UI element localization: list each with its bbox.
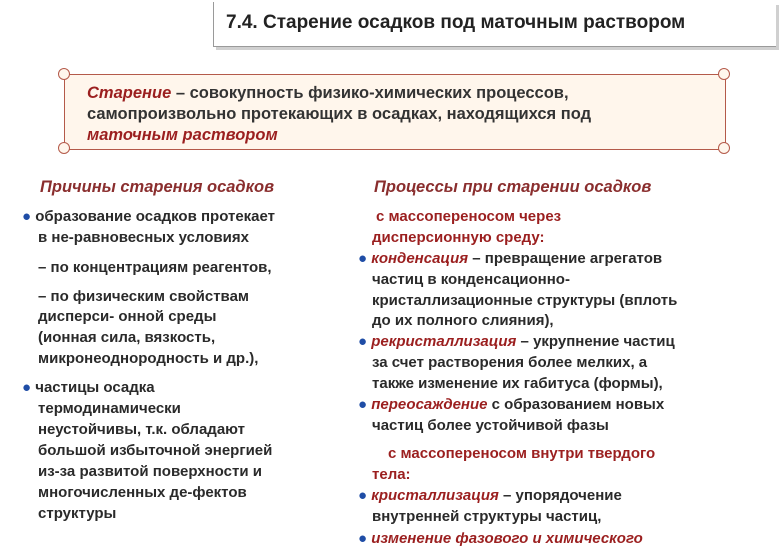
definition-scroll	[58, 68, 730, 154]
scroll-curl-bottom-left	[58, 142, 70, 154]
term-crystallization: кристаллизация	[371, 487, 499, 504]
left-line: в не-равновесных условиях	[38, 229, 249, 246]
left-line: многочисленных де-фектов	[38, 484, 247, 501]
definition-line-1: – совокупность физико-химических процессов,	[171, 84, 569, 102]
slide-title-box	[213, 2, 776, 47]
left-line: микронеоднородность и др.),	[38, 350, 259, 367]
right-line: частиц в конденсационно-	[372, 271, 570, 288]
left-line: неустойчивы, т.к. обладают	[38, 421, 245, 438]
definition-line-2: самопроизвольно протекающих в осадках, находящихся под	[87, 105, 592, 123]
right-line: за счет растворения более мелких, а	[372, 354, 648, 371]
left-line: дисперси- онной среды	[38, 308, 217, 325]
left-line: термодинамически	[38, 400, 181, 417]
group-1-title: с массопереносом через	[376, 208, 562, 225]
bullet-icon: ●	[22, 379, 32, 396]
left-line: из-за развитой поверхности и	[38, 463, 262, 480]
term-recrystallization: рекристаллизация	[371, 333, 517, 350]
process-recrystallization	[358, 331, 675, 352]
term-condensation: конденсация	[371, 250, 469, 267]
definition-panel	[64, 74, 726, 150]
right-line: кристаллизационные структуры (вплоть	[372, 292, 678, 309]
right-line: внутренней структуры частиц,	[372, 508, 602, 525]
definition-term: Старение	[87, 84, 172, 102]
process-crystallization	[358, 485, 622, 506]
bullet-icon: ●	[358, 487, 368, 504]
right-line: частиц более устойчивой фазы	[372, 417, 609, 434]
left-line: – по концентрациям реагентов,	[38, 259, 272, 276]
scroll-curl-bottom-right	[718, 142, 730, 154]
bullet-icon: ●	[22, 208, 32, 225]
left-line: – по физическим свойствам	[38, 288, 250, 305]
crystallization-desc: – упорядочение	[498, 487, 622, 504]
bullet-icon: ●	[358, 396, 368, 413]
left-bullet-2	[22, 377, 155, 398]
definition-text	[87, 83, 727, 146]
term-phase-change: изменение фазового и химического	[371, 530, 643, 547]
definition-line-3: маточным раствором	[87, 126, 278, 144]
left-bullet-1	[22, 206, 275, 227]
reprecipitation-desc: с образованием новых	[487, 396, 665, 413]
left-line: структуры	[38, 505, 117, 522]
left-line: (ионная сила, вязкость,	[38, 329, 216, 346]
group-2-title: с массопереносом внутри твердого	[388, 445, 656, 462]
scroll-curl-top-left	[58, 68, 70, 80]
right-line: до их полного слияния),	[372, 312, 554, 329]
condensation-desc: – превращение агрегатов	[468, 250, 663, 267]
right-line: также изменение их габитуса (формы),	[372, 375, 663, 392]
process-reprecipitation	[358, 394, 664, 415]
left-line: частицы осадка	[35, 379, 155, 396]
group-2-title-cont: тела:	[372, 466, 411, 483]
process-condensation	[358, 248, 662, 269]
slide-title: 7.4. Старение осадков под маточным раствором	[226, 12, 686, 33]
bullet-icon: ●	[358, 250, 368, 267]
left-line: большой избыточной энергией	[38, 442, 273, 459]
term-reprecipitation: переосаждение	[371, 396, 488, 413]
left-column-heading: Причины старения осадков	[40, 178, 275, 196]
process-phase-change	[358, 528, 643, 549]
recrystallization-desc: – укрупнение частиц	[516, 333, 675, 350]
bullet-icon: ●	[358, 530, 368, 547]
group-1-title-cont: дисперсионную среду:	[372, 229, 545, 246]
right-column-heading: Процессы при старении осадков	[374, 178, 652, 196]
left-line: образование осадков протекает	[35, 208, 276, 225]
scroll-curl-top-right	[718, 68, 730, 80]
bullet-icon: ●	[358, 333, 368, 350]
